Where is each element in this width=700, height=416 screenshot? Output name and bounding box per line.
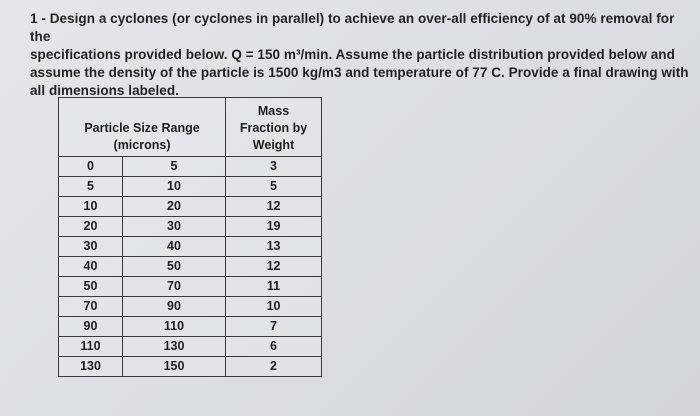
particle-distribution-table-container xyxy=(58,97,321,377)
mass-fraction-cell: 6 xyxy=(226,337,322,357)
size-to-cell: 150 xyxy=(123,357,226,377)
table-row xyxy=(59,337,322,357)
table-row xyxy=(59,197,322,217)
header-range-label: Particle Size Range xyxy=(84,121,200,135)
header-mass-line-3: Weight xyxy=(252,137,295,152)
mass-fraction-cell: 12 xyxy=(226,197,322,217)
size-from-cell: 90 xyxy=(59,317,123,337)
table-body xyxy=(59,157,322,377)
size-from-cell: 50 xyxy=(59,277,123,297)
size-to-cell: 40 xyxy=(123,237,226,257)
mass-fraction-cell: 11 xyxy=(226,277,322,297)
size-to-cell: 20 xyxy=(123,197,226,217)
table-row xyxy=(59,277,322,297)
size-to-cell: 70 xyxy=(123,277,226,297)
particle-distribution-table xyxy=(58,97,322,377)
table-row xyxy=(59,357,322,377)
particle-size-range-header xyxy=(59,98,226,157)
table-row xyxy=(59,237,322,257)
mass-fraction-cell: 12 xyxy=(226,257,322,277)
table-row xyxy=(59,297,322,317)
size-from-cell: 40 xyxy=(59,257,123,277)
header-range-unit: (microns) xyxy=(113,138,171,152)
header-mass-line-2: Fraction by xyxy=(239,120,308,135)
header-mass-line-1: Mass xyxy=(257,103,290,118)
size-to-cell: 5 xyxy=(123,157,226,177)
problem-line-1: 1 - Design a cyclones (or cyclones in parallel) to achieve an over-all efficiency of at 90% removal for the xyxy=(30,11,675,44)
size-from-cell: 10 xyxy=(59,197,123,217)
mass-fraction-cell: 3 xyxy=(226,157,322,177)
size-from-cell: 30 xyxy=(59,237,123,257)
size-to-cell: 10 xyxy=(123,177,226,197)
mass-fraction-cell: 13 xyxy=(226,237,322,257)
problem-line-3: assume the density of the particle is 1500 kg/m3 and temperature of 77 C. Provide a final drawing with xyxy=(30,65,689,80)
size-to-cell: 90 xyxy=(123,297,226,317)
problem-statement xyxy=(30,10,695,100)
mass-fraction-cell: 19 xyxy=(226,217,322,237)
size-from-cell: 0 xyxy=(59,157,123,177)
size-from-cell: 5 xyxy=(59,177,123,197)
problem-line-4: all dimensions labeled. xyxy=(30,83,179,98)
size-from-cell: 110 xyxy=(59,337,123,357)
table-row xyxy=(59,177,322,197)
table-row xyxy=(59,217,322,237)
problem-line-2: specifications provided below. Q = 150 m³/min. Assume the particle distribution provided below and xyxy=(30,47,675,62)
size-to-cell: 50 xyxy=(123,257,226,277)
mass-fraction-header xyxy=(226,98,322,157)
size-to-cell: 110 xyxy=(123,317,226,337)
mass-fraction-cell: 5 xyxy=(226,177,322,197)
table-row xyxy=(59,157,322,177)
table-row xyxy=(59,317,322,337)
mass-fraction-cell: 2 xyxy=(226,357,322,377)
table-header-row xyxy=(59,98,322,157)
mass-fraction-cell: 7 xyxy=(226,317,322,337)
size-from-cell: 130 xyxy=(59,357,123,377)
size-from-cell: 20 xyxy=(59,217,123,237)
size-to-cell: 130 xyxy=(123,337,226,357)
mass-fraction-cell: 10 xyxy=(226,297,322,317)
table-row xyxy=(59,257,322,277)
size-to-cell: 30 xyxy=(123,217,226,237)
size-from-cell: 70 xyxy=(59,297,123,317)
